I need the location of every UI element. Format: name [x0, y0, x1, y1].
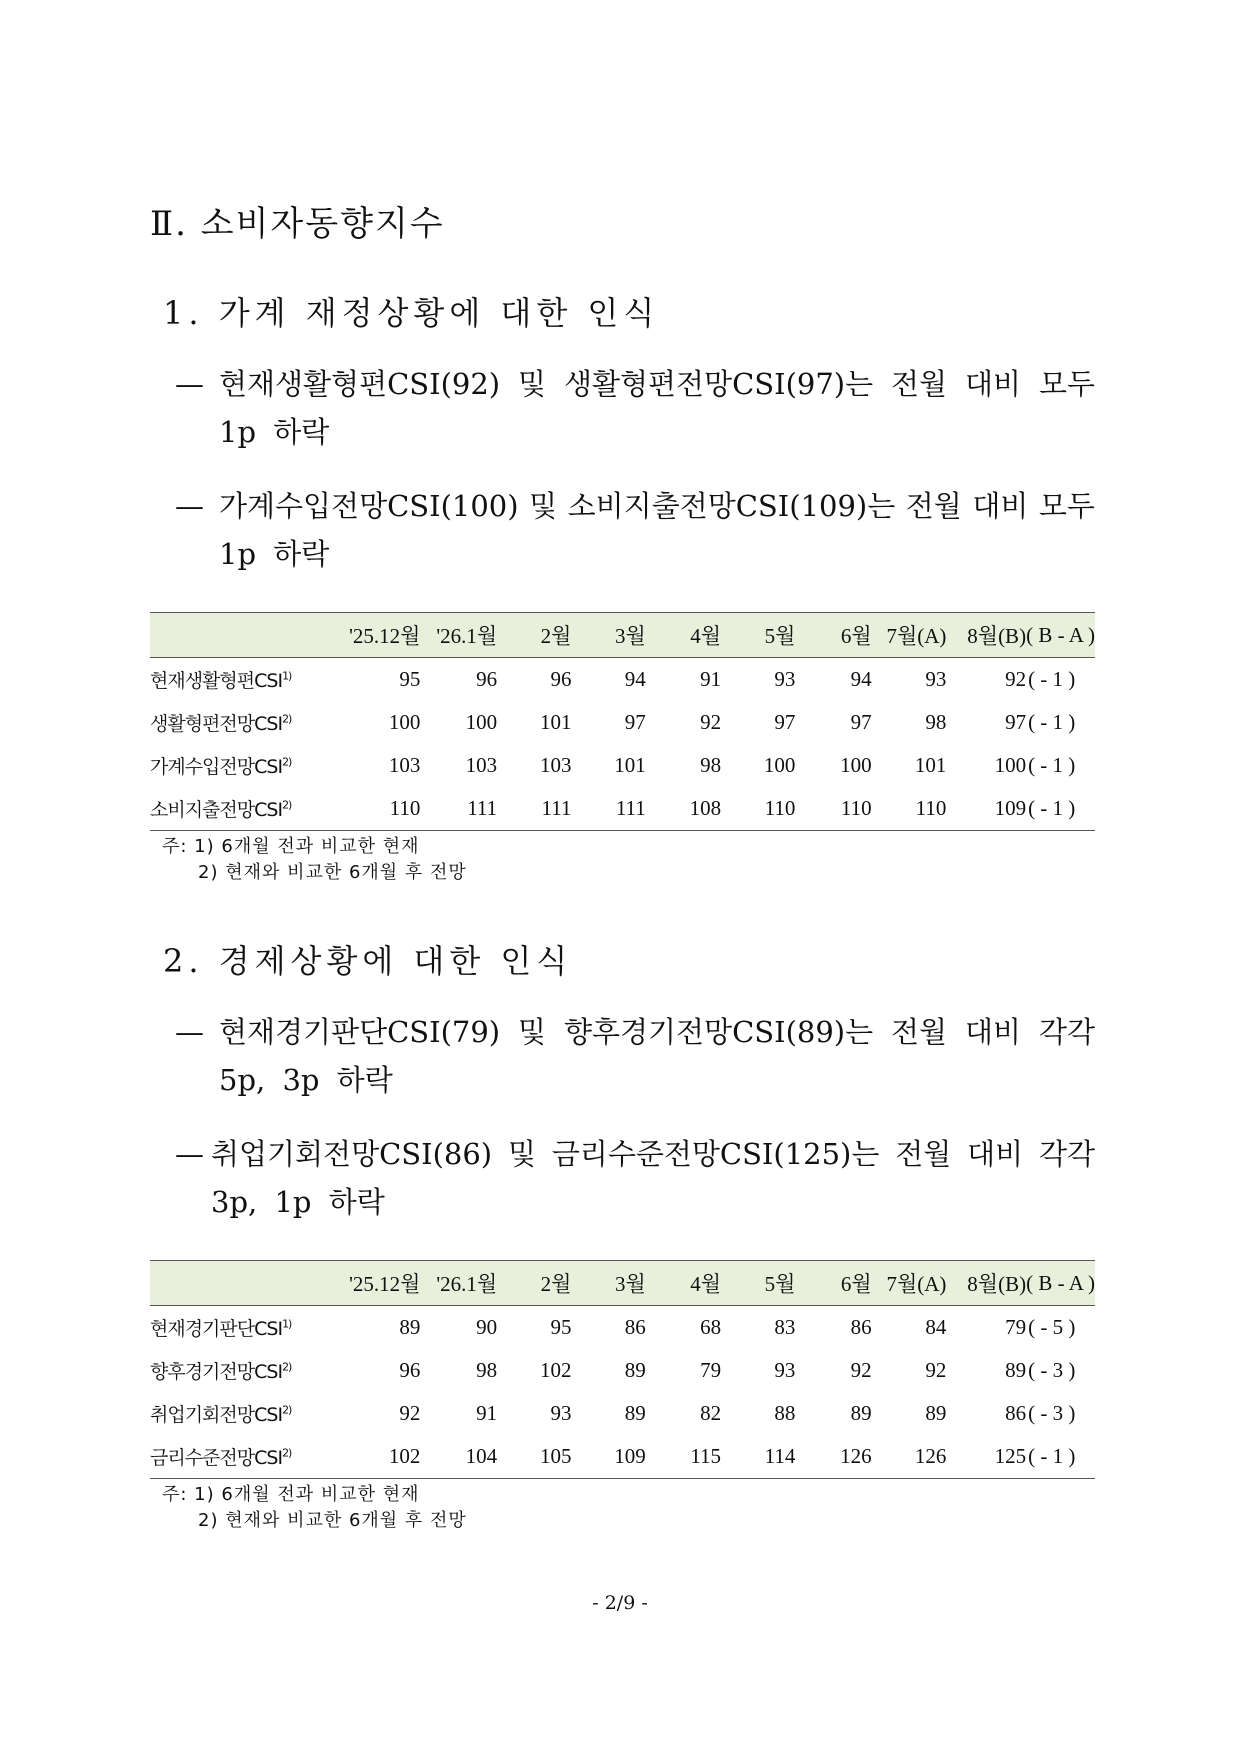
row-label: 가계수입전망CSI$^{2)}$: [150, 755, 292, 778]
bullet-word: 모두: [1038, 367, 1095, 401]
bullet-word: 금리수준전망CSI(125)는: [551, 1137, 880, 1171]
header-cell: 7월(A): [872, 1261, 947, 1306]
table-cell: 100: [840, 753, 872, 777]
table-cell: 109: [571, 1435, 645, 1479]
table-cell: 95: [550, 1315, 572, 1339]
bullet-word: 가계수입전망CSI(100): [219, 489, 519, 523]
bullet-dash: —: [175, 367, 204, 401]
table-cell: 100: [994, 753, 1027, 777]
table-cell: 111: [571, 787, 645, 831]
row-label: 현재경기판단CSI$^{1)}$: [150, 1317, 292, 1340]
table-cell: 126: [872, 1435, 947, 1479]
row-label: 소비지출전망CSI$^{2)}$: [150, 787, 349, 831]
table-cell: 98: [476, 1358, 498, 1382]
bullet-word: 및: [518, 367, 547, 401]
header-cell: 2월: [497, 1261, 571, 1306]
table-cell: 110: [872, 787, 947, 831]
header-cell: ( B - A ): [1026, 1261, 1095, 1306]
table-cell: 100: [388, 710, 421, 734]
table-cell: 98: [700, 753, 722, 777]
table-cell: 102: [539, 1358, 572, 1382]
table-cell: 109: [946, 787, 1026, 831]
table-cell: 92: [850, 1358, 872, 1382]
subsection-title-1: 1. 가계 재정상황에 대한 인식: [163, 294, 660, 332]
diff-cell: ( - 1 ): [1026, 787, 1095, 831]
bullet-word: 전월: [895, 1137, 952, 1171]
header-cell: [150, 613, 349, 658]
header-cell: 3월: [571, 613, 645, 658]
table-row: [150, 744, 1095, 787]
row-label: 취업기회전망CSI$^{2)}$: [150, 1403, 292, 1426]
bullet-word: 취업기회전망CSI(86): [211, 1137, 493, 1171]
bullet-line2: 3p, 1p 하락: [211, 1185, 385, 1219]
note-line: 2) 현재와 비교한 6개월 후 전망: [198, 862, 467, 883]
table-cell: 103: [539, 753, 572, 777]
table-cell: 100: [465, 710, 498, 734]
bullet-word: 대비: [965, 367, 1022, 401]
bullet-word: 전월: [891, 367, 948, 401]
table-cell: 83: [774, 1315, 796, 1339]
diff-cell: ( - 1 ): [1026, 1435, 1095, 1479]
table-cell: 93: [550, 1401, 572, 1425]
table-row: [150, 1435, 1095, 1479]
table-header-row: [150, 1261, 1095, 1306]
table-cell: 79: [700, 1358, 722, 1382]
table-cell: 104: [420, 1435, 497, 1479]
note-line: 2) 현재와 비교한 6개월 후 전망: [198, 1510, 467, 1531]
header-cell: 5월: [721, 613, 795, 658]
note-line: 주: 1) 6개월 전과 비교한 현재: [162, 1484, 420, 1505]
bullet-word: 전월: [905, 489, 962, 523]
table-cell: 96: [399, 1358, 421, 1382]
table-cell: 97: [774, 710, 796, 734]
table-cell: 84: [925, 1315, 947, 1339]
row-label: 금리수준전망CSI$^{2)}$: [150, 1435, 349, 1479]
bullet-word: 대비: [972, 489, 1029, 523]
table-cell: 95: [399, 667, 421, 691]
table-cell: 92: [925, 1358, 947, 1382]
bullet-dash: —: [175, 489, 204, 523]
table-notes: [162, 834, 467, 886]
bullet-word: 모두: [1038, 489, 1095, 523]
table-cell: 101: [614, 753, 646, 777]
diff-cell: ( - 1 ): [1028, 667, 1076, 691]
bullet-dash: —: [175, 1137, 204, 1171]
bullet-word: 대비: [965, 1015, 1022, 1049]
bullet-word: 현재경기판단CSI(79): [219, 1015, 501, 1049]
table-cell: 96: [550, 667, 572, 691]
header-cell: 7월(A): [872, 613, 947, 658]
table-row: [150, 787, 1095, 831]
bullet-word: 소비지출전망CSI(109)는: [567, 489, 896, 523]
table-row: [150, 701, 1095, 744]
table-cell: 89: [925, 1401, 947, 1425]
table-cell: 114: [721, 1435, 795, 1479]
row-label: 생활형편전망CSI$^{2)}$: [150, 712, 292, 735]
table-cell: 86: [624, 1315, 646, 1339]
table-cell: 111: [497, 787, 571, 831]
table-cell: 88: [774, 1401, 796, 1425]
table-cell: 89: [399, 1315, 421, 1339]
bullet-word: 대비: [967, 1137, 1024, 1171]
table-row: [150, 1392, 1095, 1435]
section-title: Ⅱ. 소비자동향지수: [150, 204, 445, 244]
diff-cell: ( - 3 ): [1028, 1358, 1076, 1382]
table-cell: 110: [795, 787, 871, 831]
diff-cell: ( - 1 ): [1028, 710, 1076, 734]
table-cell: 86: [1005, 1401, 1027, 1425]
table-notes: [162, 1482, 467, 1534]
table-cell: 91: [700, 667, 722, 691]
table-cell: 93: [774, 667, 796, 691]
table-cell: 82: [700, 1401, 722, 1425]
table-cell: 93: [925, 667, 947, 691]
table-cell: 91: [476, 1401, 498, 1425]
bullet-word: 및: [507, 1137, 536, 1171]
header-cell: 5월: [721, 1261, 795, 1306]
table-cell: 89: [624, 1358, 646, 1382]
bullet-word: 및: [529, 489, 558, 523]
bullet-word: 각각: [1038, 1015, 1095, 1049]
header-cell: 4월: [646, 1261, 721, 1306]
table-cell: 100: [763, 753, 796, 777]
header-cell: 2월: [497, 613, 571, 658]
diff-cell: ( - 3 ): [1028, 1401, 1076, 1425]
household-csi-table: [150, 612, 1095, 831]
table-cell: 126: [795, 1435, 871, 1479]
table-cell: 110: [721, 787, 795, 831]
header-cell: '25.12월: [349, 1261, 420, 1306]
table-cell: 94: [850, 667, 872, 691]
header-cell: 6월: [795, 613, 871, 658]
table-cell: 101: [539, 710, 572, 734]
header-cell: [150, 1261, 349, 1306]
bullet-word: 현재생활형편CSI(92): [219, 367, 501, 401]
table-cell: 101: [914, 753, 947, 777]
table-cell: 79: [1005, 1315, 1027, 1339]
table-cell: 115: [646, 1435, 721, 1479]
header-cell: 8월(B): [946, 613, 1026, 658]
table-cell: 93: [774, 1358, 796, 1382]
bullet-word: 생활형편전망CSI(97)는: [563, 367, 874, 401]
table-cell: 105: [497, 1435, 571, 1479]
header-cell: 6월: [795, 1261, 871, 1306]
bullet-word: 향후경기전망CSI(89)는: [563, 1015, 874, 1049]
header-cell: 4월: [646, 613, 721, 658]
table-cell: 103: [388, 753, 421, 777]
header-cell: ( B - A ): [1026, 613, 1095, 658]
bullet-line2: 1p 하락: [219, 415, 330, 449]
table-cell: 97: [850, 710, 872, 734]
bullet-word: 각각: [1038, 1137, 1095, 1171]
header-cell: 3월: [571, 1261, 645, 1306]
diff-cell: ( - 5 ): [1028, 1315, 1076, 1339]
table-cell: 108: [646, 787, 721, 831]
table-header-row: [150, 613, 1095, 658]
economy-csi-table: [150, 1260, 1095, 1479]
bullet-line2: 1p 하락: [219, 537, 330, 571]
table-row: [150, 658, 1095, 702]
note-line: 주: 1) 6개월 전과 비교한 현재: [162, 836, 420, 857]
subsection-title-2: 2. 경제상황에 대한 인식: [163, 942, 573, 980]
table-cell: 89: [850, 1401, 872, 1425]
bullet-word: 및: [518, 1015, 547, 1049]
bullet-line2: 5p, 3p 하락: [219, 1063, 393, 1097]
table-row: [150, 1349, 1095, 1392]
page-number: - 2/9 -: [592, 1592, 648, 1614]
table-cell: 97: [1005, 710, 1027, 734]
header-cell: '26.1월: [420, 1261, 497, 1306]
table-cell: 111: [420, 787, 497, 831]
table-cell: 102: [349, 1435, 420, 1479]
diff-cell: ( - 1 ): [1028, 753, 1076, 777]
table-cell: 89: [1005, 1358, 1027, 1382]
table-row: [150, 1306, 1095, 1350]
bullet-dash: —: [175, 1015, 204, 1049]
table-cell: 110: [349, 787, 420, 831]
row-label: 현재생활형편CSI$^{1)}$: [150, 669, 292, 692]
table-cell: 97: [624, 710, 646, 734]
table-cell: 103: [465, 753, 498, 777]
table-cell: 94: [624, 667, 646, 691]
table-cell: 92: [700, 710, 722, 734]
table-cell: 68: [700, 1315, 722, 1339]
table-cell: 86: [850, 1315, 872, 1339]
row-label: 향후경기전망CSI$^{2)}$: [150, 1360, 292, 1383]
bullet-word: 전월: [891, 1015, 948, 1049]
header-cell: 8월(B): [946, 1261, 1026, 1306]
header-cell: '25.12월: [349, 613, 420, 658]
table-cell: 90: [476, 1315, 498, 1339]
table-cell: 89: [624, 1401, 646, 1425]
table-cell: 96: [476, 667, 498, 691]
header-cell: '26.1월: [420, 613, 497, 658]
table-cell: 125: [946, 1435, 1026, 1479]
table-cell: 98: [925, 710, 947, 734]
table-cell: 92: [1005, 667, 1027, 691]
table-cell: 92: [399, 1401, 421, 1425]
